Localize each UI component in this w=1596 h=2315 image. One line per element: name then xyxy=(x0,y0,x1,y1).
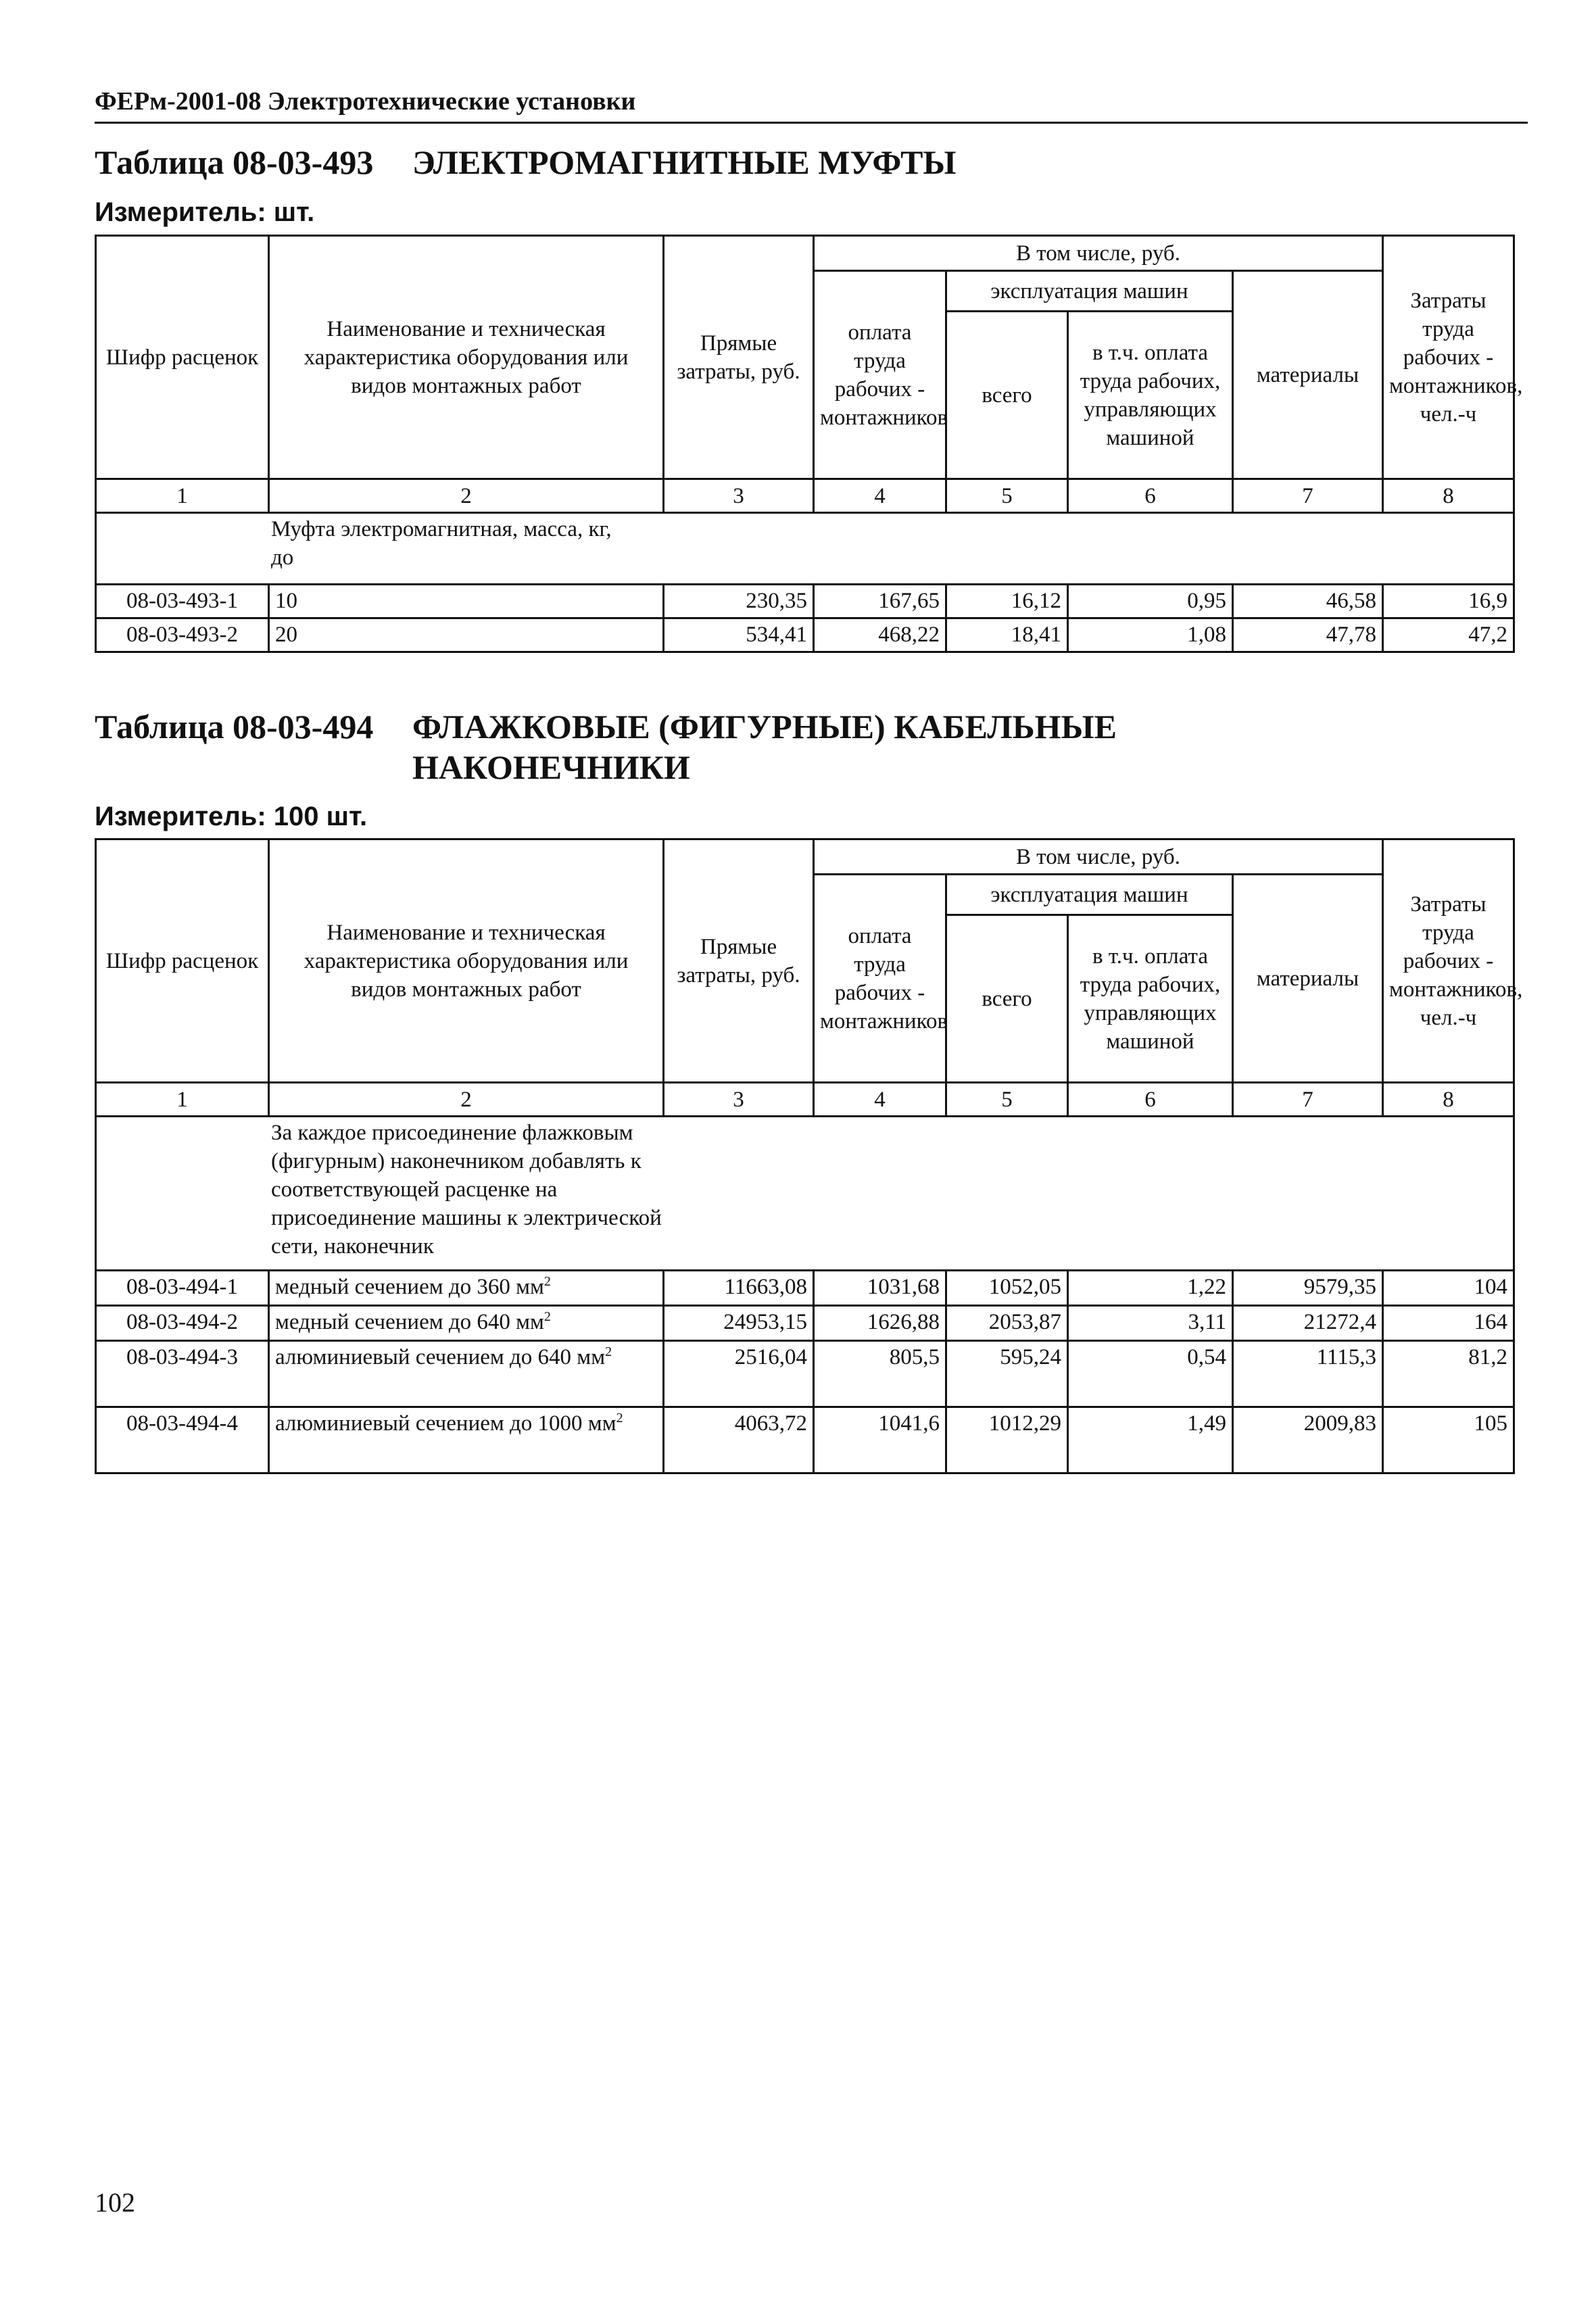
column-index: 6 xyxy=(1068,479,1233,513)
column-index: 5 xyxy=(946,1083,1068,1117)
column-index: 4 xyxy=(814,1083,946,1117)
header-machines-total: всего xyxy=(946,915,1068,1083)
header-name: Наименование и техническая характеристика оборудования или видов монтажных работ xyxy=(269,839,664,1083)
header-labor-pay: оплата труда рабочих - монтажников xyxy=(814,271,946,479)
labor-hours: 47,2 xyxy=(1383,618,1514,652)
column-index: 4 xyxy=(814,479,946,513)
header-including: В том числе, руб. xyxy=(814,236,1383,271)
group-row xyxy=(96,1117,1514,1271)
machines-total: 1052,05 xyxy=(946,1271,1068,1306)
column-index: 8 xyxy=(1383,479,1514,513)
labor-pay: 1041,6 xyxy=(814,1407,946,1473)
table-number: Таблица 08-03-494 xyxy=(95,708,374,746)
rate-name: 20 xyxy=(269,618,664,652)
rates-table-494 xyxy=(95,838,1523,1474)
group-description: За каждое присоединение флажковым (фигурным) наконечником добавлять к соответствующей расценке на присоединение машины к электрической сети, наконечник xyxy=(271,1121,662,1259)
rate-name: 10 xyxy=(269,585,664,618)
group-description: Муфта электромагнитная, масса, кг, до xyxy=(271,517,612,570)
direct-costs: 230,35 xyxy=(664,585,814,618)
measure-unit: Измеритель: 100 шт. xyxy=(95,802,368,831)
superscript: 2 xyxy=(616,1411,623,1425)
rate-name-text: медный сечением до 360 мм xyxy=(275,1275,544,1299)
materials: 21272,4 xyxy=(1233,1306,1383,1341)
rate-name-text: алюминиевый сечением до 640 мм xyxy=(275,1345,606,1369)
table-row xyxy=(96,1407,1514,1473)
rate-code: 08-03-494-3 xyxy=(96,1341,269,1407)
header-labor-hours-unit: чел.-ч xyxy=(1420,401,1477,427)
page-number: 102 xyxy=(95,2187,135,2218)
materials: 46,58 xyxy=(1233,585,1383,618)
column-index: 3 xyxy=(664,1083,814,1117)
materials: 1115,3 xyxy=(1233,1341,1383,1407)
machines-operators: 3,11 xyxy=(1068,1306,1233,1341)
rate-code: 08-03-494-1 xyxy=(96,1271,269,1306)
header-machines-operators: в т.ч. оплата труда рабочих, управляющих машиной xyxy=(1068,915,1233,1083)
column-index: 6 xyxy=(1068,1083,1233,1117)
machines-total: 16,12 xyxy=(946,585,1068,618)
header-materials: материалы xyxy=(1233,875,1383,1083)
labor-hours: 105 xyxy=(1383,1407,1514,1473)
column-index: 7 xyxy=(1233,479,1383,513)
machines-total: 18,41 xyxy=(946,618,1068,652)
direct-costs: 4063,72 xyxy=(664,1407,814,1473)
column-index: 8 xyxy=(1383,1083,1514,1117)
rate-name xyxy=(269,1407,664,1473)
header-labor-hours xyxy=(1383,839,1523,1083)
rate-name-text: алюминиевый сечением до 1000 мм xyxy=(275,1411,616,1436)
header-machines-operators: в т.ч. оплата труда рабочих, управляющих машиной xyxy=(1068,312,1233,479)
header-labor-hours-unit: чел.-ч xyxy=(1420,1005,1477,1030)
rates-table-493 xyxy=(95,235,1523,653)
labor-hours: 16,9 xyxy=(1383,585,1514,618)
labor-pay: 468,22 xyxy=(814,618,946,652)
table-title: ФЛАЖКОВЫЕ (ФИГУРНЫЕ) КАБЕЛЬНЫЕ НАКОНЕЧНИКИ xyxy=(412,708,1117,786)
header-labor-hours-label: Затраты труда рабочих - монтажников, xyxy=(1389,892,1523,1002)
superscript: 2 xyxy=(605,1344,612,1359)
superscript: 2 xyxy=(543,1309,551,1324)
machines-operators: 1,08 xyxy=(1068,618,1233,652)
machines-total: 1012,29 xyxy=(946,1407,1068,1473)
column-index: 2 xyxy=(269,479,664,513)
table-number: Таблица 08-03-493 xyxy=(95,143,374,181)
materials: 2009,83 xyxy=(1233,1407,1383,1473)
header-code: Шифр расценок xyxy=(96,236,269,479)
header-code: Шифр расценок xyxy=(96,839,269,1083)
header-materials: материалы xyxy=(1233,271,1383,479)
rate-code: 08-03-493-1 xyxy=(96,585,269,618)
column-index: 5 xyxy=(946,479,1068,513)
column-index: 1 xyxy=(96,479,269,513)
rate-code: 08-03-493-2 xyxy=(96,618,269,652)
table-row xyxy=(96,1341,1514,1407)
direct-costs: 534,41 xyxy=(664,618,814,652)
rate-code: 08-03-494-4 xyxy=(96,1407,269,1473)
direct-costs: 11663,08 xyxy=(664,1271,814,1306)
rate-code: 08-03-494-2 xyxy=(96,1306,269,1341)
labor-pay: 805,5 xyxy=(814,1341,946,1407)
header-labor-hours-label: Затраты труда рабочих - монтажников, xyxy=(1389,288,1523,398)
rate-name-text: медный сечением до 640 мм xyxy=(275,1310,544,1334)
header-machines: эксплуатация машин xyxy=(946,271,1233,312)
machines-operators: 0,54 xyxy=(1068,1341,1233,1407)
header-name: Наименование и техническая характеристика оборудования или видов монтажных работ xyxy=(269,236,664,479)
labor-pay: 1031,68 xyxy=(814,1271,946,1306)
column-index: 3 xyxy=(664,479,814,513)
labor-pay: 1626,88 xyxy=(814,1306,946,1341)
direct-costs: 2516,04 xyxy=(664,1341,814,1407)
direct-costs: 24953,15 xyxy=(664,1306,814,1341)
header-direct-costs: Прямые затраты, руб. xyxy=(664,236,814,479)
column-index: 1 xyxy=(96,1083,269,1117)
header-labor-pay: оплата труда рабочих - монтажников xyxy=(814,875,946,1083)
materials: 47,78 xyxy=(1233,618,1383,652)
running-head: ФЕРм-2001-08 Электротехнические установки xyxy=(95,87,1528,124)
header-direct-costs: Прямые затраты, руб. xyxy=(664,839,814,1083)
machines-total: 595,24 xyxy=(946,1341,1068,1407)
labor-hours: 81,2 xyxy=(1383,1341,1514,1407)
materials: 9579,35 xyxy=(1233,1271,1383,1306)
machines-operators: 0,95 xyxy=(1068,585,1233,618)
header-machines: эксплуатация машин xyxy=(946,875,1233,915)
column-index: 7 xyxy=(1233,1083,1383,1117)
header-machines-total: всего xyxy=(946,312,1068,479)
group-row xyxy=(96,513,1514,585)
machines-operators: 1,22 xyxy=(1068,1271,1233,1306)
machines-operators: 1,49 xyxy=(1068,1407,1233,1473)
rate-name xyxy=(269,1271,664,1306)
table-row xyxy=(96,618,1514,652)
table-row xyxy=(96,1306,1514,1341)
header-labor-hours xyxy=(1383,236,1523,479)
table-row xyxy=(96,1271,1514,1306)
labor-hours: 104 xyxy=(1383,1271,1514,1306)
labor-pay: 167,65 xyxy=(814,585,946,618)
superscript: 2 xyxy=(543,1274,551,1289)
header-including: В том числе, руб. xyxy=(814,839,1383,875)
machines-total: 2053,87 xyxy=(946,1306,1068,1341)
column-index: 2 xyxy=(269,1083,664,1117)
table-row xyxy=(96,585,1514,618)
table-title: ЭЛЕКТРОМАГНИТНЫЕ МУФТЫ xyxy=(412,143,957,181)
rate-name xyxy=(269,1341,664,1407)
measure-unit: Измеритель: шт. xyxy=(95,197,315,227)
rate-name xyxy=(269,1306,664,1341)
labor-hours: 164 xyxy=(1383,1306,1514,1341)
